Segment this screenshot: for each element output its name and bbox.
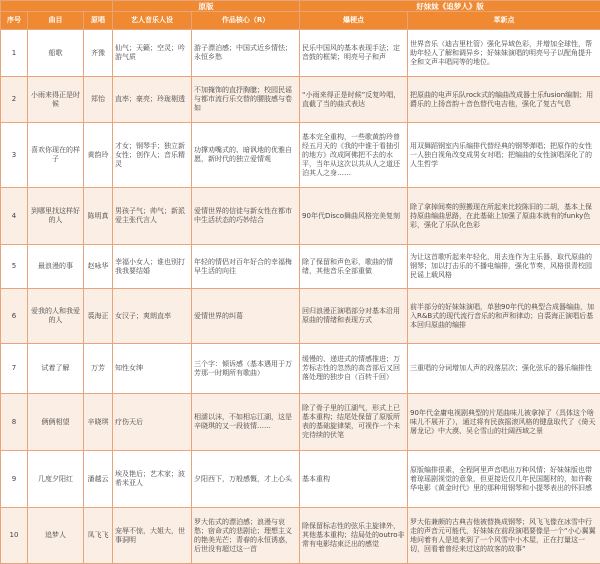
cell-singer: 凤飞飞 xyxy=(84,508,113,564)
cell-hook: 除了保留和声色彩，歌曲的情绪，其他音乐全部重做 xyxy=(300,245,408,289)
cell-theme: 爱情世界的纠葛 xyxy=(192,289,300,344)
cell-singer: 齐豫 xyxy=(84,30,113,77)
col-header-hook: 爆梗点 xyxy=(300,12,408,30)
cell-feel: 埃及艳后；艺术家；波希米亚人 xyxy=(113,451,192,508)
cell-no: 3 xyxy=(1,123,28,188)
cell-hook: 90年代Disco舞曲风格完美复刻 xyxy=(300,188,408,245)
cell-hook: 除了骨子里的江湖气，形式上已基本重构；结尾处保留了原版所表的基础旋律架，可视作一个未完待续的伏笔 xyxy=(300,394,408,451)
table-row xyxy=(1,394,600,451)
cell-singer: 潘越云 xyxy=(84,451,113,508)
table-row xyxy=(1,188,600,245)
cell-theme: 游子漂泊感；中国式近乡情怯；永恒乡愁 xyxy=(192,30,300,77)
header-column-row xyxy=(1,12,600,30)
cell-feel: 才女；钢琴手；独立新女性；创作人；音乐精灵 xyxy=(113,123,192,188)
cell-hook: 除保留标志性的弦乐主旋律外，其他基本重构；结局处的outro非常有电影结束泛出的感觉 xyxy=(300,508,408,564)
cell-no: 8 xyxy=(1,394,28,451)
col-header-singer: 原唱 xyxy=(84,12,113,30)
cell-singer: 裘海正 xyxy=(84,289,113,344)
table-row xyxy=(1,123,600,188)
cell-hook: 民乐中国风的基本表现手法；定音鼓的框架；明亮号子和声 xyxy=(300,30,408,77)
cell-improve: 为让这首歌听起来年轻化，用去连作为主乐器，取代原曲的钢琴；加以打击乐的不播电编排，强化节奏，风格很青校园民谣上载风格 xyxy=(408,245,600,289)
cell-song: 船歌 xyxy=(28,30,84,77)
cell-no: 7 xyxy=(1,344,28,394)
cell-improve: 世界音乐（迪吉里杜管）强化异域色彩，并增加全球性，帮助年轻人了解和调异乡；好妹妹演唱的明亮号子以配角提升全和文声丰唱同等的地位。 xyxy=(408,30,600,77)
cell-hook: 回归浪漫正演唱部分对基本沿用原曲的情绪和表现方式 xyxy=(300,289,408,344)
cell-hook: “小雨来得正是时候”反复吟唱，直截了当的曲式表达 xyxy=(300,77,408,123)
col-header-improve: 革新点 xyxy=(408,12,600,30)
cell-theme: 不加掩饰的直抒胸臆；校园民谣与都市流行乐交替的腰肢感与卷如 xyxy=(192,77,300,123)
cell-theme: 三个字：倾诉感（基本遇用于万芳那一时期所有歌曲） xyxy=(192,344,300,394)
cell-hook: 基本完全重构，一些歌黄韵玲曾经五月天的《我的中谁于看抽引的地方》改成阿佛把不去的水平，当年从这次以共从人之道还泊其人之身…… xyxy=(300,123,408,188)
cell-feel: 幸福小女人；谁也别打我我要结婚 xyxy=(113,245,192,289)
cell-hook: 基本重构 xyxy=(300,451,408,508)
cell-no: 2 xyxy=(1,77,28,123)
cell-song: 追梦人 xyxy=(28,508,84,564)
cell-singer: 赵咏华 xyxy=(84,245,113,289)
cell-song: 最浪漫的事 xyxy=(28,245,84,289)
cell-improve: 除了拿掉间奏的照搬现在所起来比较陈旧的二胡，基本上保持原曲编曲思路，在此基础上加强了原曲本就有的funky色彩，强化了乐队化色彩 xyxy=(408,188,600,245)
col-header-feel: 艺人音乐人设 xyxy=(113,12,192,30)
table-row xyxy=(1,344,600,394)
cell-theme: 年轻的情侣对百年好合的幸福梅早生活的向往 xyxy=(192,245,300,289)
cell-improve: 罗大佑兼颇的古典吉他被替换成钢琴；风飞飞像在冰雪中行走的声音元可能代，好妹妹在前段演唱要像是一个“小心翼翼地问着有人是追来到了一个风雪中小木屋，正在打量这一切，回看着曾经来过这的故客的故事” xyxy=(408,508,600,564)
table-row xyxy=(1,245,600,289)
cell-no: 10 xyxy=(1,508,28,564)
cell-no: 4 xyxy=(1,188,28,245)
cell-improve: 前半部分的好妹妹演唱，单独90年代的典型合成器编曲，加入R&B式的现代流行音乐的和声和律动；自裘海正演唱后基本回归原曲的编排 xyxy=(408,289,600,344)
cell-theme: 夕阳西下，万般感慨，才上心头 xyxy=(192,451,300,508)
cell-feel: 疗伤天后 xyxy=(113,394,192,451)
cell-theme: 功撑劝嘴式的、暗讽地的优雅自愿，新时代的独立爱情观 xyxy=(192,123,300,188)
cell-singer: 万芳 xyxy=(84,344,113,394)
cell-feel: 知性女绅 xyxy=(113,344,192,394)
cell-improve: 用双舞蹈钢室内乐编排代替经典的钢琴弹唱；把原作的女性一人独白视角改变成男女对唱；把编曲的女性演唱深化了的人生哲学 xyxy=(408,123,600,188)
cell-theme: 罗大佑式的漂泊感；浪漫与哀愁；宿命式的悲剧论；理想主义的艳美光芒；青春的永恒诱惑，后世没有超过这一首 xyxy=(192,508,300,564)
cell-theme: 相濡以沫，不如相忘江湖，这是辛晓琪的又一段彼情…… xyxy=(192,394,300,451)
cell-feel: 女汉子；爽朗直率 xyxy=(113,289,192,344)
cell-song: 喜欢你现在的样子 xyxy=(28,123,84,188)
table-row xyxy=(1,508,600,564)
cell-no: 9 xyxy=(1,451,28,508)
cell-feel: 仙气；天籁；空灵；吟游气质 xyxy=(113,30,192,77)
header-group-row xyxy=(1,1,600,12)
cell-song: 爱我的人和我爱的人 xyxy=(28,289,84,344)
header-group-blank xyxy=(1,1,113,12)
cell-theme: 爱情世界的信徒与新女性在都市中生活状态的巧妙结合 xyxy=(192,188,300,245)
cell-song: 到哪里找这样好的人 xyxy=(28,188,84,245)
header-group-original: 原版 xyxy=(113,1,300,12)
table-row xyxy=(1,77,600,123)
col-header-theme: 作品核心（R） xyxy=(192,12,300,30)
cell-song: 小雨来得正是时候 xyxy=(28,77,84,123)
col-header-no: 序号 xyxy=(1,12,28,30)
cell-feel: 宠辱不惊，大姐大，世事洞明 xyxy=(113,508,192,564)
cell-improve: 90年代金庸电视剧典型的片尾曲味儿被拿掉了（具体这个啥味儿不展开了），通过将有民族摇滚风格的键盘取代了《倚天屠龙记》中大漠、吴仑雪山的壮阔西域之景 xyxy=(408,394,600,451)
table-row xyxy=(1,289,600,344)
cell-song: 试着了解 xyxy=(28,344,84,394)
cell-improve: 把原曲的电声乐队rock式的编曲改成器士乐fusion编制；用爵乐的上扬音韵＋音色替代电吉他，强化了复古气息 xyxy=(408,77,600,123)
cell-feel: 直率；豪亮；玲珑剔透 xyxy=(113,77,192,123)
cell-song: 俩俩相望 xyxy=(28,394,84,451)
cell-hook: 缓慢的、递进式的情感推进；万芳标志性的忽然的高音部后又回落处理的独步自（百转千回） xyxy=(300,344,408,394)
cell-singer: 黄韵玲 xyxy=(84,123,113,188)
cell-improve: 原版编排很素，全程阿里声音唱出万种风情；好妹妹版也带着琼瑶剧视觉的意象，但更接近仅几年民国题材的，如许鞍华电影《黄金时代》里的那种用钢琴和小提琴表出的怀旧感 xyxy=(408,451,600,508)
header-group-remake: 好妹妹《追梦人》版 xyxy=(300,1,600,12)
cell-no: 6 xyxy=(1,289,28,344)
table-row xyxy=(1,30,600,77)
cell-singer: 辛晓琪 xyxy=(84,394,113,451)
cell-feel: 男孩子气；帅气；新派爱主张代言人 xyxy=(113,188,192,245)
col-header-song: 曲目 xyxy=(28,12,84,30)
cell-no: 1 xyxy=(1,30,28,77)
table-row xyxy=(1,451,600,508)
cell-singer: 郑怡 xyxy=(84,77,113,123)
cell-singer: 陈明真 xyxy=(84,188,113,245)
cell-no: 5 xyxy=(1,245,28,289)
cell-song: 几度夕阳红 xyxy=(28,451,84,508)
cell-improve: 三重唱的分词增加人声的段落层次；强化弦乐的器乐编排性 xyxy=(408,344,600,394)
